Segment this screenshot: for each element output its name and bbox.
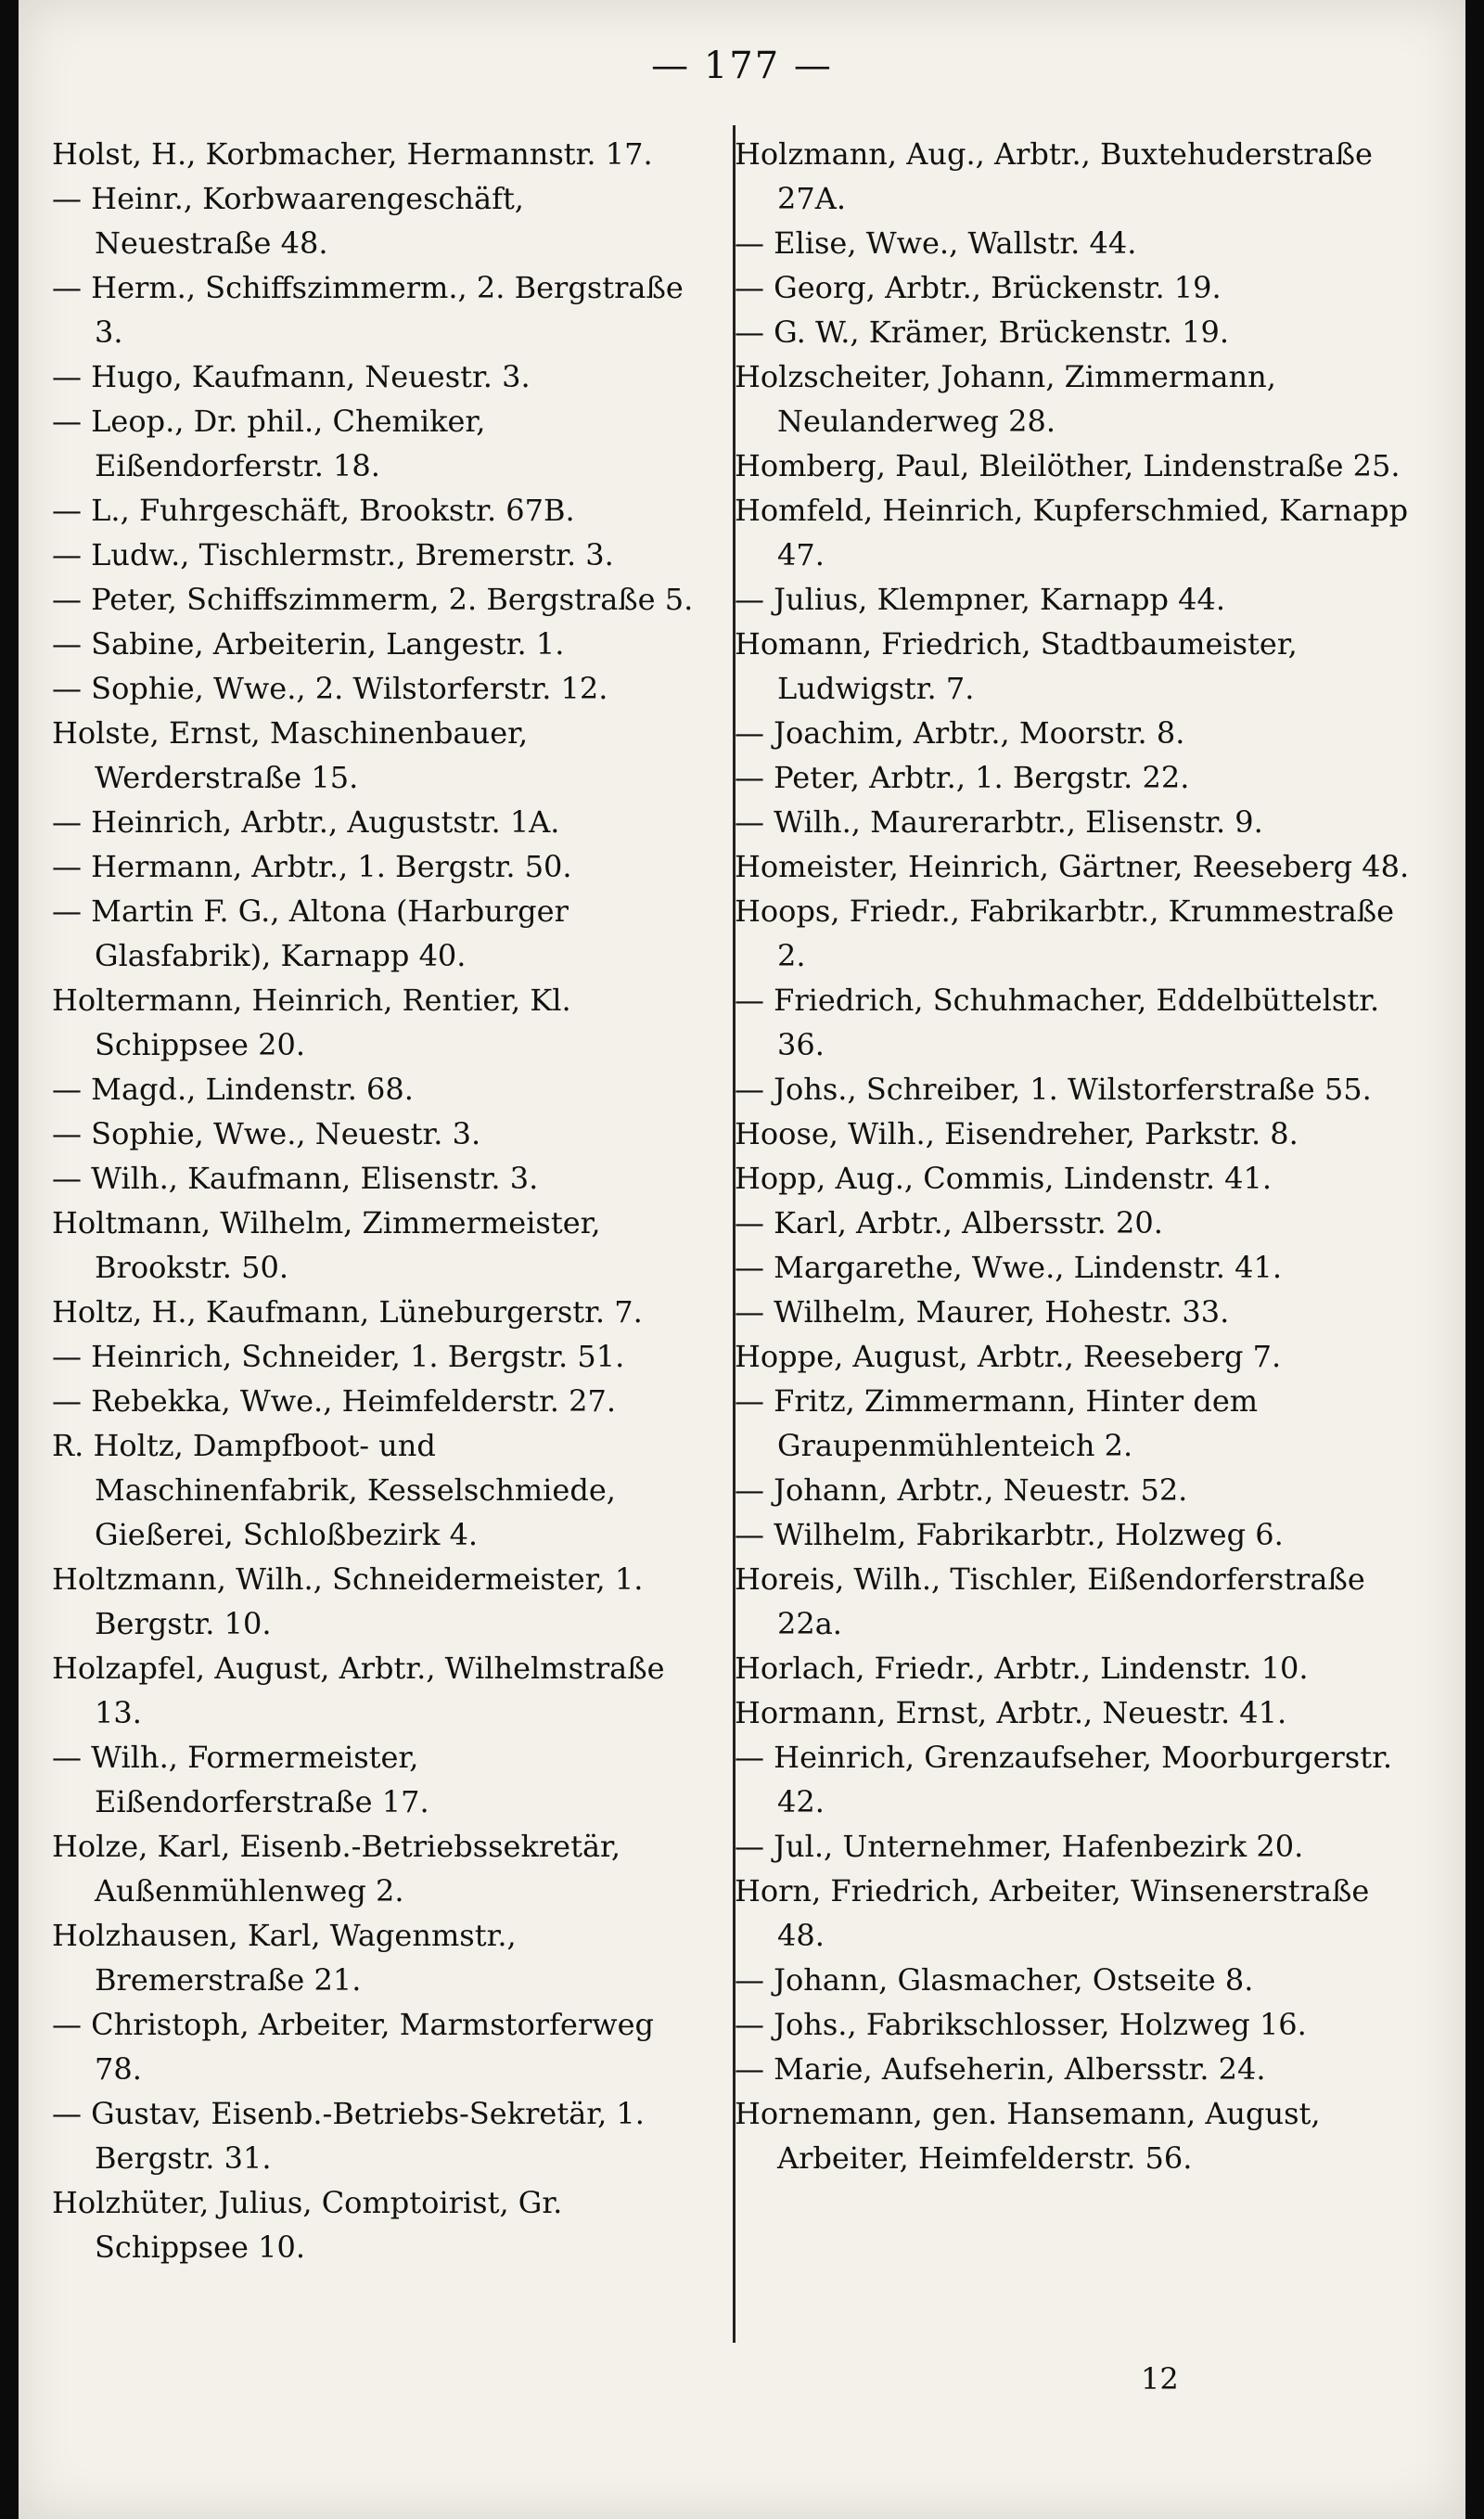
directory-entry: — Wilhelm, Fabrikarbtr., Holzweg 6. [735, 1517, 1284, 1552]
directory-entry: Holst, H., Korbmacher, Hermannstr. 17. [52, 136, 653, 172]
directory-entry: — Elise, Wwe., Wallstr. 44. [735, 225, 1137, 261]
directory-entry: — Sophie, Wwe., Neuestr. 3. [52, 1116, 481, 1151]
directory-entry: Holzmann, Aug., Arbtr., Buxtehuderstraße 27A. [735, 136, 1373, 216]
directory-entry: — Wilh., Kaufmann, Elisenstr. 3. [52, 1161, 539, 1196]
directory-entry: Horeis, Wilh., Tischler, Eißendorferstraße 22a. [735, 1562, 1365, 1641]
directory-entry: — Wilh., Formermeister, Eißendorferstraße 17. [52, 1740, 429, 1819]
directory-entry: — Ludw., Tischlermstr., Bremerstr. 3. [52, 537, 614, 572]
directory-entry: Holtmann, Wilhelm, Zimmermeister, Brookstr. 50. [52, 1205, 601, 1285]
directory-entry: — Wilhelm, Maurer, Hohestr. 33. [735, 1294, 1230, 1330]
directory-entry: Holste, Ernst, Maschinenbauer, Werderstraße 15. [52, 715, 529, 795]
directory-entry: — Heinr., Korbwaarengeschäft, Neuestraße 48. [52, 181, 524, 261]
directory-entry: — Heinrich, Grenzaufseher, Moorburgerstr. 42. [735, 1740, 1393, 1819]
directory-entry: — Christoph, Arbeiter, Marmstorferweg 78. [52, 2007, 654, 2087]
directory-entry: Homberg, Paul, Bleilöther, Lindenstraße 25. [735, 448, 1401, 483]
directory-entry: Horn, Friedrich, Arbeiter, Winsenerstraße 48. [735, 1873, 1370, 1953]
directory-entry: — Hermann, Arbtr., 1. Bergstr. 50. [52, 849, 572, 884]
directory-entry: — Johs., Schreiber, 1. Wilstorferstraße 55. [735, 1072, 1372, 1107]
directory-entry: — Johs., Fabrikschlosser, Holzweg 16. [735, 2007, 1307, 2042]
directory-entry: — Johann, Glasmacher, Ostseite 8. [735, 1962, 1254, 1998]
directory-entry: Holzscheiter, Johann, Zimmermann, Neulanderweg 28. [735, 359, 1276, 439]
directory-entry: — Peter, Arbtr., 1. Bergstr. 22. [735, 760, 1190, 795]
directory-entry: Holzhüter, Julius, Comptoirist, Gr. Schippsee 10. [52, 2185, 563, 2265]
directory-entry: Horlach, Friedr., Arbtr., Lindenstr. 10. [735, 1651, 1309, 1686]
directory-entry: Homeister, Heinrich, Gärtner, Reeseberg 48. [735, 849, 1410, 884]
directory-entry: — Margarethe, Wwe., Lindenstr. 41. [735, 1250, 1283, 1285]
directory-entry: — Sabine, Arbeiterin, Langestr. 1. [52, 626, 565, 662]
directory-entry: — Johann, Arbtr., Neuestr. 52. [735, 1472, 1188, 1508]
directory-entry: Holzapfel, August, Arbtr., Wilhelmstraße 13. [52, 1651, 665, 1730]
directory-entry: — Peter, Schiffszimmerm, 2. Bergstraße 5. [52, 582, 694, 617]
directory-entry: Hoops, Friedr., Fabrikarbtr., Krummestraße 2. [735, 893, 1395, 973]
directory-entry: Holtz, H., Kaufmann, Lüneburgerstr. 7. [52, 1294, 643, 1330]
directory-entry: — Julius, Klempner, Karnapp 44. [735, 582, 1226, 617]
directory-entry: — Hugo, Kaufmann, Neuestr. 3. [52, 359, 531, 394]
directory-entry: Hornemann, gen. Hansemann, August, Arbeiter, Heimfelderstr. 56. [735, 2096, 1321, 2176]
directory-entry: Hoose, Wilh., Eisendreher, Parkstr. 8. [735, 1116, 1298, 1151]
directory-entry: Hormann, Ernst, Arbtr., Neuestr. 41. [735, 1695, 1287, 1730]
directory-entry: — Rebekka, Wwe., Heimfelderstr. 27. [52, 1383, 617, 1419]
directory-entry: Hopp, Aug., Commis, Lindenstr. 41. [735, 1161, 1273, 1196]
right-column [735, 132, 1421, 2180]
directory-entry: Homfeld, Heinrich, Kupferschmied, Karnapp 47. [735, 493, 1409, 572]
directory-entry: — Magd., Lindenstr. 68. [52, 1072, 414, 1107]
directory-entry: — Friedrich, Schuhmacher, Eddelbüttelstr. 36. [735, 983, 1380, 1062]
directory-entry: — Jul., Unternehmer, Hafenbezirk 20. [735, 1829, 1304, 1864]
directory-entry: — L., Fuhrgeschäft, Brookstr. 67B. [52, 493, 575, 528]
directory-entry: Holtzmann, Wilh., Schneidermeister, 1. Bergstr. 10. [52, 1562, 644, 1641]
directory-entry: — Herm., Schiffszimmerm., 2. Bergstraße 3. [52, 270, 684, 350]
directory-entry: — Heinrich, Arbtr., Auguststr. 1A. [52, 804, 560, 840]
directory-entry: — Leop., Dr. phil., Chemiker, Eißendorferstr. 18. [52, 404, 486, 483]
directory-entry: — Martin F. G., Altona (Harburger Glasfabrik), Karnapp 40. [52, 893, 569, 973]
directory-entry: — Wilh., Maurerarbtr., Elisenstr. 9. [735, 804, 1263, 840]
directory-entry: — Karl, Arbtr., Albersstr. 20. [735, 1205, 1163, 1240]
signature-mark: 12 [1141, 2361, 1179, 2397]
directory-entry: Homann, Friedrich, Stadtbaumeister, Ludwigstr. 7. [735, 626, 1298, 706]
directory-entry: Holzhausen, Karl, Wagenmstr., Bremerstraße 21. [52, 1918, 517, 1998]
directory-page [19, 0, 1465, 2519]
directory-entry: — Marie, Aufseherin, Albersstr. 24. [735, 2051, 1266, 2087]
directory-entry: — G. W., Krämer, Brückenstr. 19. [735, 315, 1230, 350]
page-number: — 177 — [651, 45, 833, 87]
directory-entry: — Heinrich, Schneider, 1. Bergstr. 51. [52, 1339, 625, 1374]
left-column [52, 132, 701, 2269]
directory-entry: Holtermann, Heinrich, Rentier, Kl. Schippsee 20. [52, 983, 571, 1062]
directory-entry: R. Holtz, Dampfboot- und Maschinenfabrik, Kesselschmiede, Gießerei, Schloßbezirk 4. [52, 1428, 616, 1552]
directory-entry: Holze, Karl, Eisenb.-Betriebssekretär, Außenmühlenweg 2. [52, 1829, 620, 1909]
directory-entry: — Sophie, Wwe., 2. Wilstorferstr. 12. [52, 671, 608, 706]
directory-entry: Hoppe, August, Arbtr., Reeseberg 7. [735, 1339, 1282, 1374]
directory-entry: — Gustav, Eisenb.-Betriebs-Sekretär, 1. Bergstr. 31. [52, 2096, 645, 2176]
directory-entry: — Georg, Arbtr., Brückenstr. 19. [735, 270, 1222, 305]
directory-entry: — Joachim, Arbtr., Moorstr. 8. [735, 715, 1185, 751]
directory-entry: — Fritz, Zimmermann, Hinter dem Graupenmühlenteich 2. [735, 1383, 1259, 1463]
